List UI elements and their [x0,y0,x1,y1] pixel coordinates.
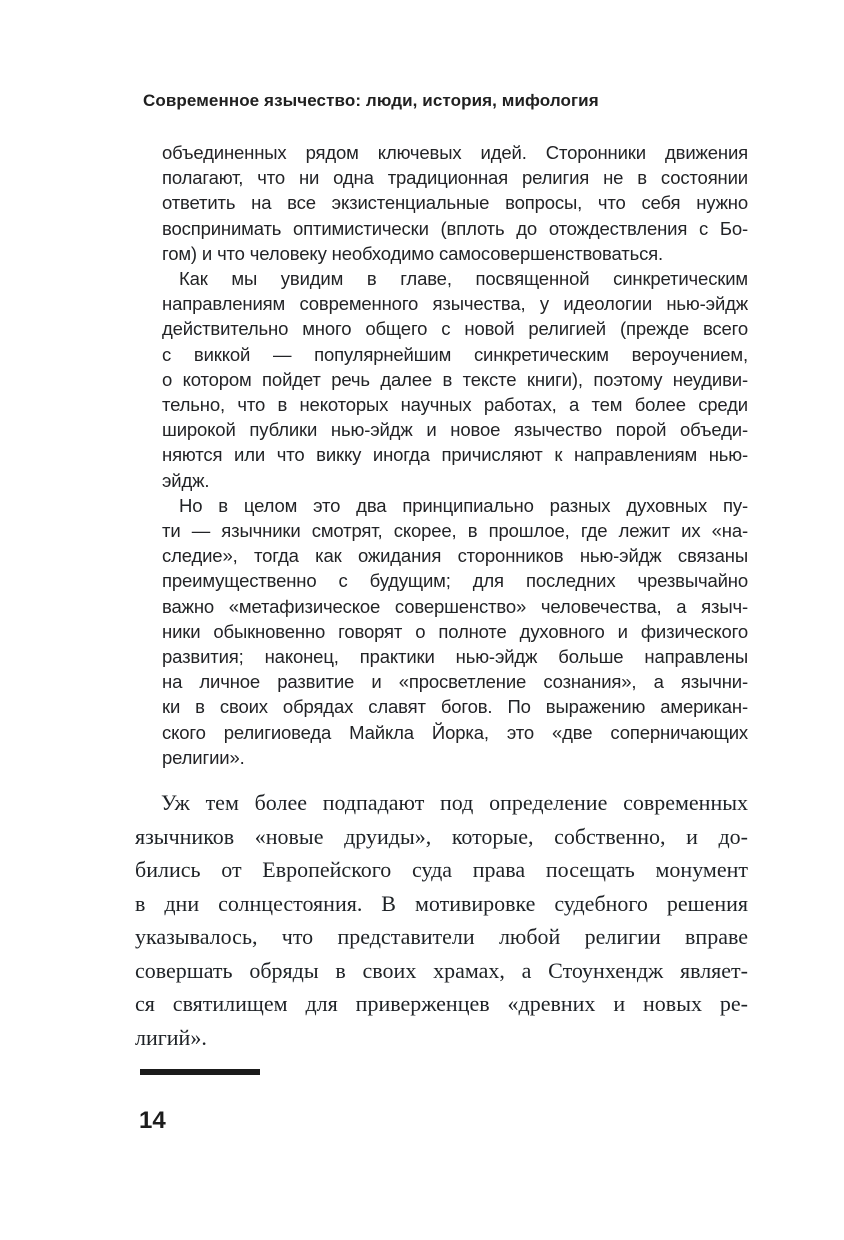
paragraph [162,493,748,770]
text-line: указывалось, что представители любой религии вправе [135,924,748,949]
text-line: с виккой — популярнейшим синкретическим вероучением, [162,343,748,365]
text-line: ники обыкновенно говорят о полноте духовного и физического [162,620,748,642]
text-line: Как мы увидим в главе, посвященной синкретическим [179,268,748,290]
text-line: ти — язычники смотрят, скорее, в прошлое, где лежит их «на- [162,520,748,542]
text-line: ского религиоведа Майкла Йорка, это «две соперничающих [162,721,748,743]
page-number: 14 [139,1107,166,1134]
running-header: Современное язычество: люди, история, мифология [143,91,599,110]
body-text [135,786,748,1054]
paragraph [135,786,748,1054]
text-line: религии». [162,746,245,768]
text-line: действительно много общего с новой религией (прежде всего [162,318,748,340]
text-line: няются или что викку иногда причисляют к направлениям нью- [162,444,748,466]
text-line: на личное развитие и «просветление сознания», а язычни- [162,671,748,693]
text-line: бились от Европейского суда права посещать монумент [135,857,748,882]
text-line: полагают, что ни одна традиционная религия не в состоянии [162,167,748,189]
text-line: развития; наконец, практики нью-эйдж больше направлены [162,646,748,668]
text-line: лигий». [135,1024,207,1050]
text-line: ки в своих обрядах славят богов. По выражению американ- [162,696,748,718]
text-line: направлениям современного язычества, у идеологии нью-эйдж [162,293,748,315]
text-line: широкой публики нью-эйдж и новое язычество порой объеди- [162,419,748,441]
text-line: гом) и что человеку необходимо самосовершенствоваться. [162,242,664,264]
text-line: тельно, что в некоторых научных работах, а тем более среди [162,394,748,416]
footnote-separator-rule [140,1069,260,1075]
text-line: важно «метафизическое совершенство» человечества, а языч- [162,595,748,617]
text-line: язычников «новые друиды», которые, собственно, и до- [135,823,748,849]
paragraph [162,140,748,266]
text-line: ответить на все экзистенциальные вопросы, что себя нужно [162,192,748,214]
text-line: воспринимать оптимистически (вплоть до отождествления с Бо- [162,217,748,239]
text-line: Уж тем более подпадают под определение современных [161,790,748,815]
text-line: преимущественно с будущим; для последних чрезвычайно [162,570,748,592]
text-line: совершать обряды в своих храмах, а Стоунхендж являет- [135,957,748,983]
text-line: Но в целом это два принципиально разных духовных пу- [179,494,748,516]
text-line: следие», тогда как ожидания сторонников нью-эйдж связаны [162,545,748,567]
paragraph [162,266,748,493]
text-line: в дни солнцестояния. В мотивировке судебного решения [135,890,748,916]
quote-block [162,140,748,770]
text-line: объединенных рядом ключевых идей. Сторонники движения [162,142,748,163]
text-line: эйдж. [162,469,210,491]
text-line: о котором пойдет речь далее в тексте книги), поэтому неудиви- [162,368,748,390]
text-line: ся святилищем для приверженцев «древних и новых ре- [135,991,748,1016]
